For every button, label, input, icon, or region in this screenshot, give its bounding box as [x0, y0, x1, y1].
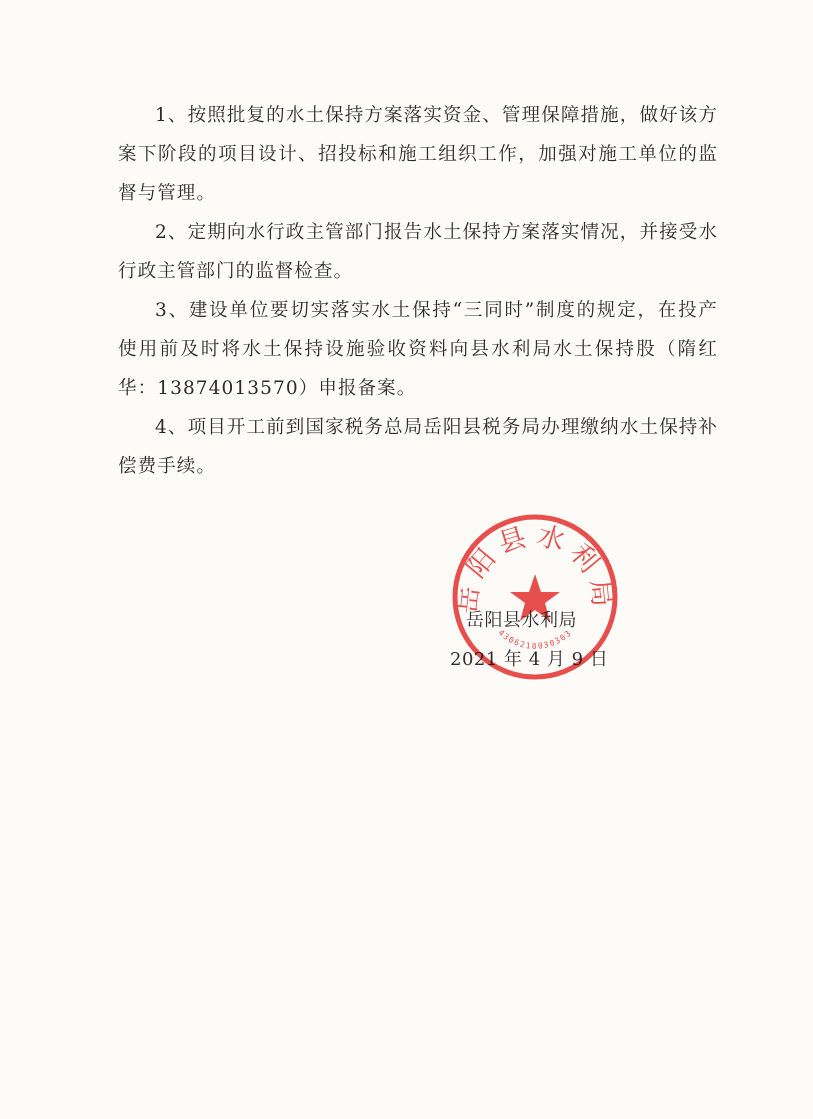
document-body — [118, 96, 718, 486]
paragraph-4: 4、项目开工前到国家税务总局岳阳县税务局办理缴纳水土保持补偿费手续。 — [118, 417, 718, 477]
signature-date: 2021 年 4 月 9 日 — [450, 649, 609, 670]
paragraph-1: 1、按照批复的水土保持方案落实资金、管理保障措施，做好该方案下阶段的项目设计、招投标和施工组织工作，加强对施工单位的监督与管理。 — [118, 105, 718, 204]
paragraph-3: 3、建设单位要切实落实水土保持“三同时”制度的规定，在投产使用前及时将水土保持设施验收资料向县水利局水土保持股（隋红华：13874013570）申报备案。 — [118, 300, 718, 399]
official-seal-graphic — [450, 512, 620, 682]
seal-text: 岳阳县水利局 — [451, 520, 619, 616]
signature-organization: 岳阳县水利局 — [466, 610, 577, 631]
official-seal — [450, 512, 620, 682]
seal-serial: 4306210030303 — [496, 628, 574, 651]
svg-text:4306210030303 — [497, 628, 574, 651]
paragraph-2: 2、定期向水行政主管部门报告水土保持方案落实情况，并接受水行政主管部门的监督检查。 — [118, 222, 718, 282]
